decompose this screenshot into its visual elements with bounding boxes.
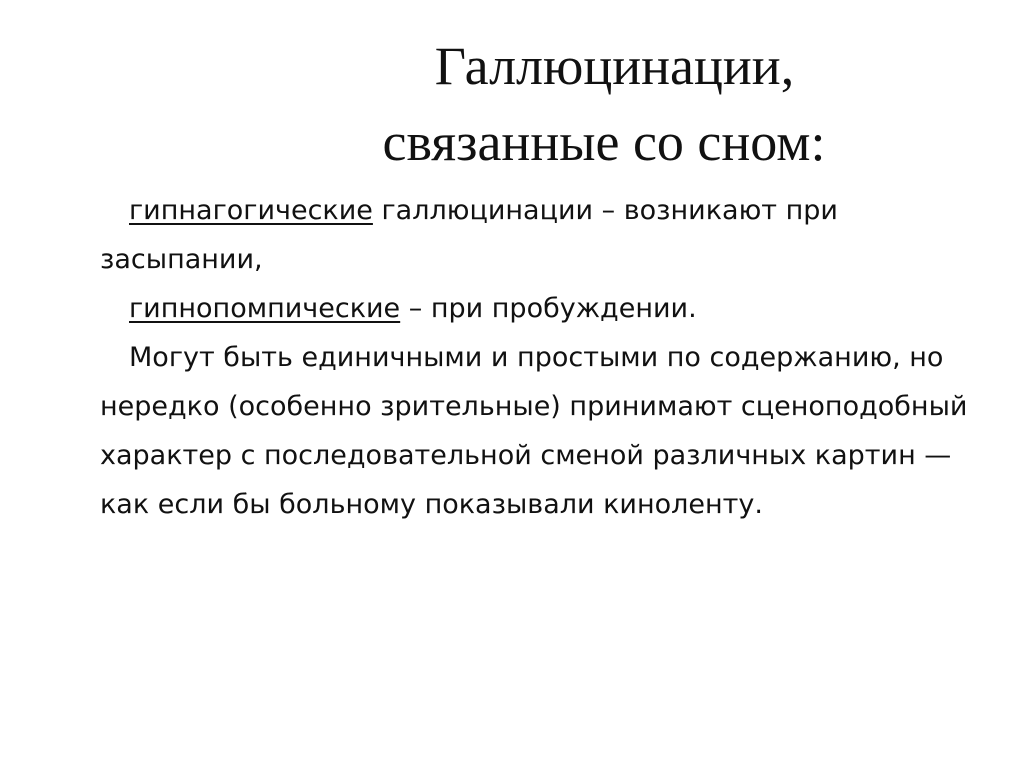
paragraph-hypnagogic <box>100 186 980 284</box>
term-hypnopompic: гипнопомпические <box>129 293 401 324</box>
paragraph-description: Могут быть единичными и простыми по содержанию, но нередко (особенно зрительные) принимают сценоподобный характер с последовательной сменой различных картин — как если бы больному показывали киноленту. <box>100 342 968 520</box>
paragraph-hypnagogic-text: галлюцинации – возникают при засыпании, <box>100 195 838 275</box>
title-line-1: Галлюцинации, <box>434 36 795 96</box>
term-hypnagogic: гипнагогические <box>129 195 373 226</box>
slide-body <box>100 186 980 529</box>
paragraph-hypnopompic <box>100 284 980 333</box>
title-line-2: связанные со сном: <box>382 112 826 172</box>
slide-title <box>0 28 1024 180</box>
paragraph-hypnopompic-text: – при пробуждении. <box>400 293 697 324</box>
